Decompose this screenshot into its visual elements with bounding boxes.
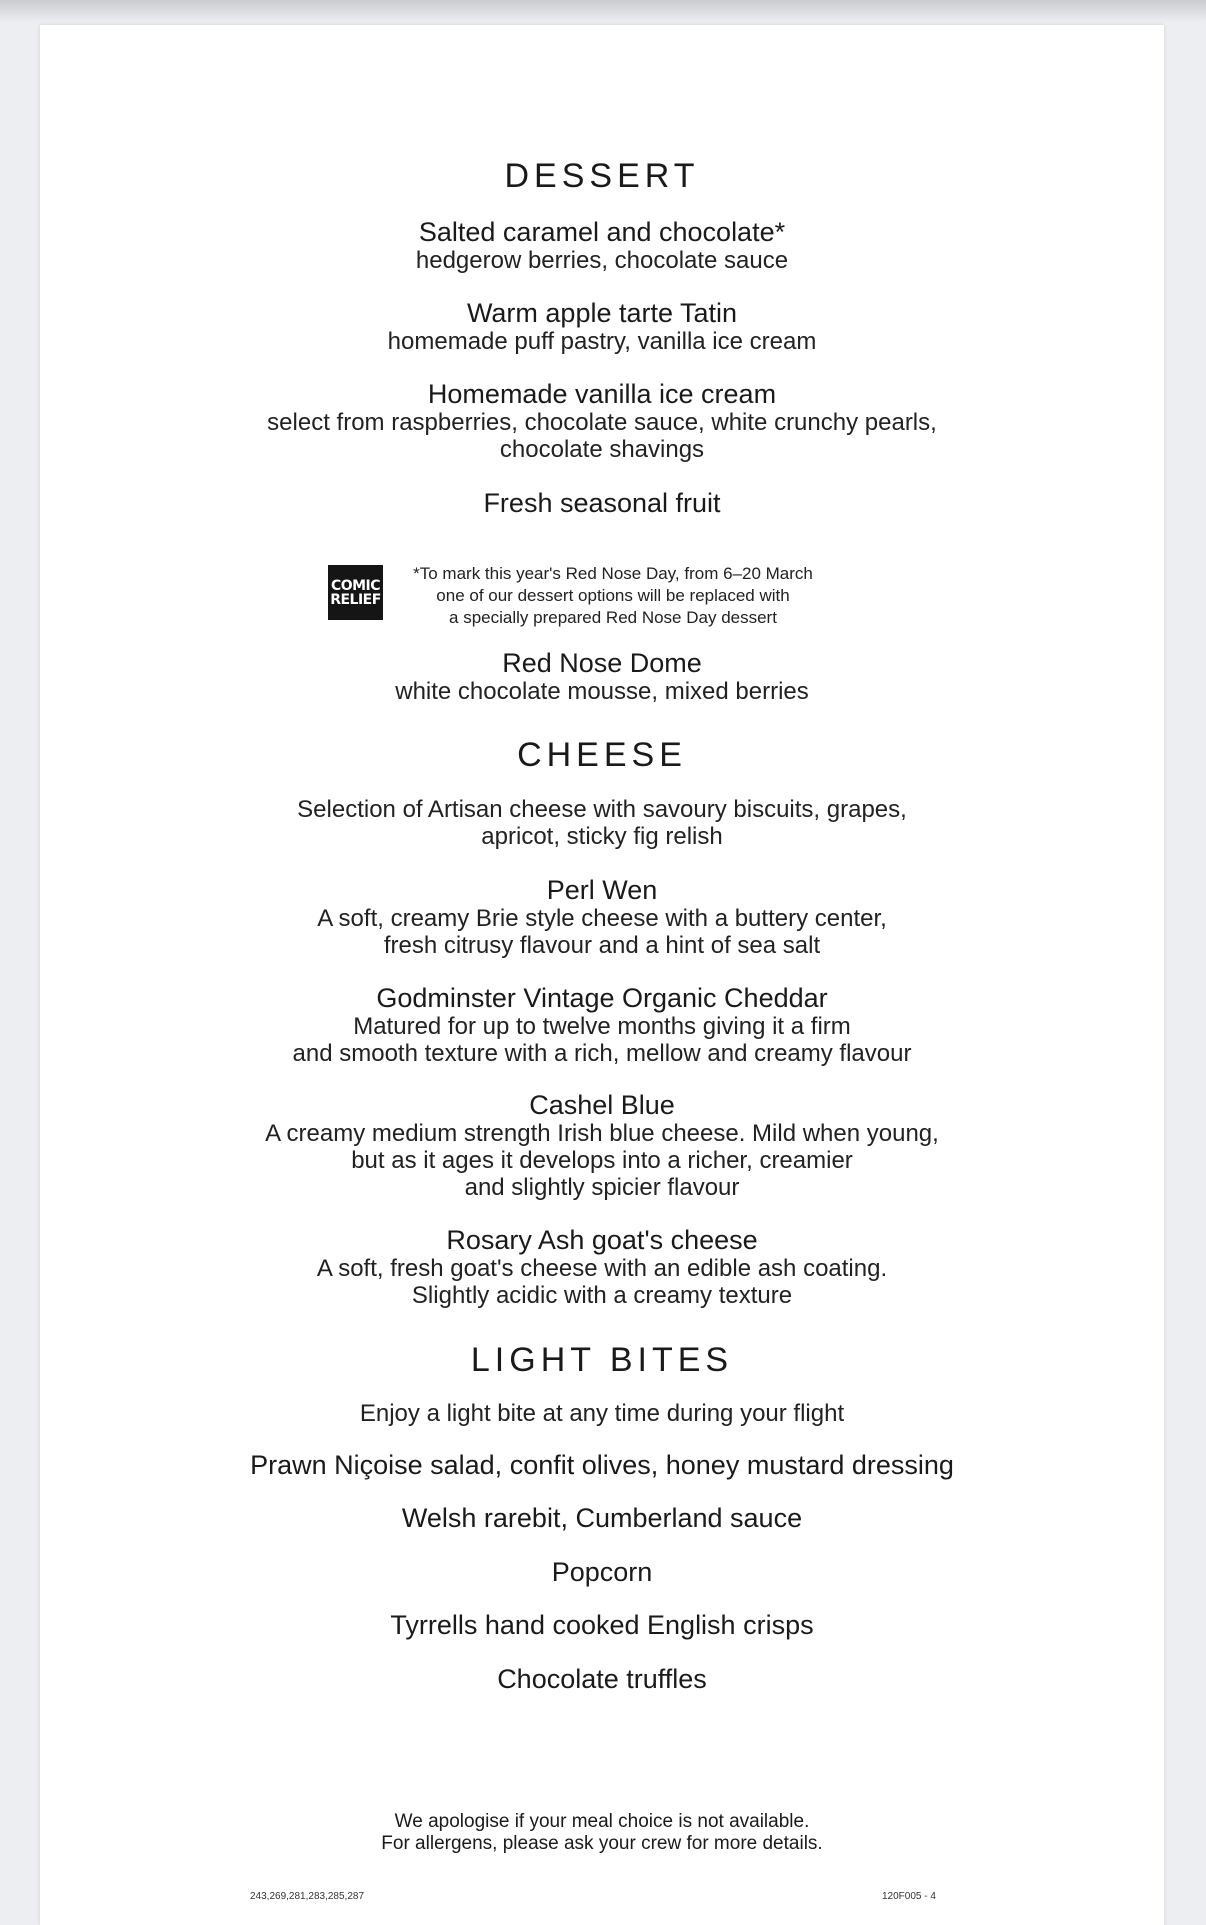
cheese-item bbox=[40, 875, 1164, 959]
dessert-item-name: Homemade vanilla ice cream bbox=[427, 379, 777, 409]
cheese-item bbox=[40, 1090, 1164, 1201]
special-dessert bbox=[40, 648, 1164, 705]
cheese-item-desc bbox=[40, 1255, 1164, 1309]
cheese-item-name: Godminster Vintage Organic Cheddar bbox=[376, 983, 828, 1013]
flight-codes: 243,269,281,283,285,287 bbox=[250, 1891, 364, 1902]
dessert-item bbox=[40, 379, 1164, 463]
footer-note bbox=[40, 1811, 1164, 1855]
cheese-item-name: Perl Wen bbox=[546, 875, 658, 905]
note-text bbox=[398, 563, 828, 629]
dessert-title: DESSERT bbox=[504, 157, 700, 195]
cheese-item-desc bbox=[40, 905, 1164, 959]
special-dessert-desc: white chocolate mousse, mixed berries bbox=[395, 678, 809, 705]
desc-line: select from raspberries, chocolate sauce, white crunchy pearls, bbox=[267, 409, 937, 436]
dessert-item-name: Fresh seasonal fruit bbox=[483, 488, 721, 518]
red-nose-note bbox=[328, 563, 888, 625]
desc-line: homemade puff pastry, vanilla ice cream bbox=[387, 328, 817, 355]
cheese-item-name: Cashel Blue bbox=[529, 1090, 675, 1120]
light-bite-item: Welsh rarebit, Cumberland sauce bbox=[401, 1503, 803, 1533]
dessert-item bbox=[40, 488, 1164, 518]
cheese-item-desc bbox=[40, 1120, 1164, 1201]
light-bite-item: Popcorn bbox=[551, 1557, 653, 1587]
light-bites-intro bbox=[40, 1400, 1164, 1427]
light-bites-intro-text: Enjoy a light bite at any time during your flight bbox=[359, 1400, 845, 1427]
light-bite-item: Prawn Niçoise salad, confit olives, honey mustard dressing bbox=[250, 1450, 954, 1480]
menu-code: 120F005 - 4 bbox=[882, 1891, 936, 1902]
dessert-item bbox=[40, 217, 1164, 274]
dessert-item-desc bbox=[40, 247, 1164, 274]
intro-line: apricot, sticky fig relish bbox=[481, 823, 723, 850]
desc-line: Matured for up to twelve months giving it a firm bbox=[353, 1013, 851, 1040]
dessert-item bbox=[40, 298, 1164, 355]
note-line: *To mark this year's Red Nose Day, from 6–20 March bbox=[413, 564, 813, 583]
special-dessert-name: Red Nose Dome bbox=[502, 648, 702, 678]
logo-line: COMIC bbox=[330, 577, 381, 594]
cheese-intro bbox=[40, 796, 1164, 850]
cheese-item bbox=[40, 983, 1164, 1067]
desc-line: A soft, fresh goat's cheese with an edible ash coating. bbox=[316, 1255, 888, 1282]
desc-line: and slightly spicier flavour bbox=[464, 1174, 740, 1201]
note-line: one of our dessert options will be replaced with bbox=[436, 586, 790, 605]
desc-line: and smooth texture with a rich, mellow and creamy flavour bbox=[292, 1040, 912, 1067]
dessert-item-desc bbox=[40, 409, 1164, 463]
cheese-intro-text bbox=[40, 796, 1164, 850]
note-line: a specially prepared Red Nose Day dessert bbox=[449, 608, 777, 627]
light-bite-item: Tyrrells hand cooked English crisps bbox=[390, 1610, 814, 1640]
comic-relief-logo bbox=[328, 565, 383, 620]
logo-line: RELIEF bbox=[330, 591, 381, 608]
desc-line: A soft, creamy Brie style cheese with a buttery center, bbox=[317, 905, 887, 932]
desc-line: Slightly acidic with a creamy texture bbox=[411, 1282, 793, 1309]
desc-line: fresh citrusy flavour and a hint of sea salt bbox=[383, 932, 821, 959]
light-bites-title: LIGHT BITES bbox=[470, 1341, 734, 1379]
cheese-title: CHEESE bbox=[517, 736, 687, 774]
cheese-item bbox=[40, 1225, 1164, 1309]
desc-line: but as it ages it develops into a richer, creamier bbox=[351, 1147, 853, 1174]
desc-line: hedgerow berries, chocolate sauce bbox=[415, 247, 789, 274]
cheese-item-desc bbox=[40, 1013, 1164, 1067]
menu-page bbox=[40, 25, 1164, 1925]
footer-line: For allergens, please ask your crew for more details. bbox=[381, 1833, 823, 1854]
dessert-item-desc bbox=[40, 328, 1164, 355]
footer-line: We apologise if your meal choice is not available. bbox=[394, 1811, 810, 1832]
cheese-item-name: Rosary Ash goat's cheese bbox=[446, 1225, 758, 1255]
intro-line: Selection of Artisan cheese with savoury biscuits, grapes, bbox=[297, 796, 907, 823]
top-shadow bbox=[0, 0, 1206, 22]
desc-line: A creamy medium strength Irish blue cheese. Mild when young, bbox=[265, 1120, 939, 1147]
light-bite-item: Chocolate truffles bbox=[497, 1664, 707, 1694]
dessert-item-name: Warm apple tarte Tatin bbox=[466, 298, 738, 328]
desc-line: chocolate shavings bbox=[499, 436, 705, 463]
dessert-item-name: Salted caramel and chocolate* bbox=[418, 217, 786, 247]
